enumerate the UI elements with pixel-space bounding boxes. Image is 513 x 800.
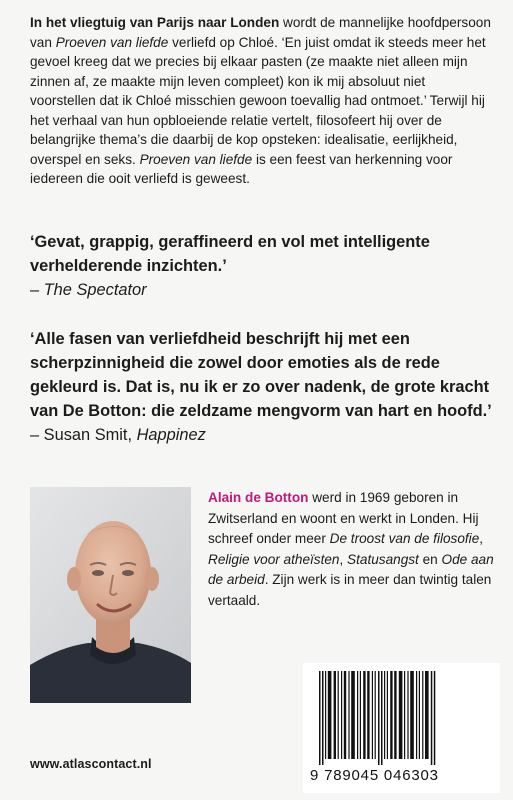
source-dash: –: [30, 426, 44, 444]
source-name: Susan Smit,: [43, 426, 137, 444]
blurb-book-title-1: Proeven van liefde: [55, 34, 169, 50]
blurb-text-2: verliefd op Chloé. ‘En juist omdat ik steeds meer het gevoel kreeg dat we precies bij elkaar pasten (ze maakte niet alleen mijn zinnen af, ze maakte mijn leven compleet) kon ik mij absoluut niet voorstellen dat ik Chloé misschien gewoon toevallig had ontmoet.’ Terwijl hij het verhaal van hun opbloeiende relatie vertelt, filosofeert hij over de belangrijke thema’s die daarbij de kop opsteken: idealisatie, eerlijkheid, overspel en seks.: [30, 34, 486, 167]
barcode-bar: [434, 671, 436, 765]
barcode-bar: [407, 671, 408, 759]
blurb-lead: In het vliegtuig van Parijs naar Londen: [30, 15, 280, 30]
bio-book-3: Statusangst: [347, 551, 419, 567]
source-publication: Happinez: [136, 426, 206, 444]
barcode-bar: [419, 671, 420, 759]
bio-book-1: De troost van de filosofie: [329, 531, 480, 546]
barcode-bar: [404, 671, 405, 759]
source-dash: –: [30, 281, 44, 299]
barcode-bar: [357, 671, 358, 759]
isbn-digits: 9 789045 046303: [310, 767, 439, 784]
barcode-bar: [322, 671, 324, 765]
bio-separator: ,: [479, 531, 484, 546]
back-cover-blurb: [30, 13, 492, 189]
barcode-bar: [328, 671, 332, 759]
author-bio: [208, 488, 498, 611]
barcode-bar: [351, 671, 355, 759]
barcode-bars: [317, 671, 487, 765]
barcode-bar: [431, 671, 433, 765]
source-publication: The Spectator: [43, 281, 147, 299]
barcode-bar: [348, 671, 349, 759]
bio-separator: ,: [339, 551, 348, 567]
review-quote-source: [30, 278, 500, 302]
bio-separator: en: [418, 551, 442, 567]
barcode-bar: [381, 671, 383, 765]
blurb-text-3: is een feest van herkenning voor iedereen die ooit verliefd is geweest.: [30, 151, 453, 186]
barcode-bar: [338, 671, 339, 759]
author-photo: [30, 487, 191, 703]
review-quote-spectator: [30, 230, 500, 302]
barcode-bar: [390, 671, 392, 759]
barcode-bar: [363, 671, 365, 759]
review-quote-source: [30, 423, 500, 447]
barcode-bar: [375, 671, 376, 759]
barcode-bar: [319, 671, 321, 765]
barcode-bar: [399, 671, 403, 759]
barcode-bar: [325, 671, 326, 759]
barcode-bar: [378, 671, 380, 765]
barcode-bar: [422, 671, 423, 759]
review-quote-text: ‘Gevat, grappig, geraffineerd en vol met intelligente verhelderende inzichten.’: [30, 233, 430, 275]
barcode-bar: [425, 671, 429, 759]
barcode-bar: [341, 671, 342, 759]
isbn-barcode: [303, 663, 500, 793]
barcode-bar: [394, 671, 396, 759]
barcode-bar: [387, 671, 388, 759]
bio-book-2: Religie voor atheïsten: [208, 551, 340, 567]
barcode-bar: [360, 671, 361, 759]
bio-book-4: Ode aan de arbeid: [208, 551, 494, 587]
blurb-book-title-2: Proeven van liefde: [139, 151, 253, 167]
barcode-bar: [334, 671, 336, 759]
barcode-bar: [410, 671, 414, 759]
barcode-bar: [367, 671, 369, 759]
publisher-website: www.atlascontact.nl: [30, 757, 152, 771]
barcode-bar: [344, 671, 346, 759]
review-quote-text: ‘Alle fasen van verliefdheid beschrijft hij met een scherpzinnigheid die zowel door emoties als de rede gekleurd is. Dat is, nu ik er zo over nadenk, de grote kracht van De Botton: die zeldzame mengvorm van hart en hoofd.’: [30, 330, 492, 420]
bio-text-1: werd in 1969 geboren in Zwitserland en woont en werkt in Londen. Hij schreef onder meer: [208, 490, 479, 546]
barcode-bar: [372, 671, 373, 759]
blurb-text-1: wordt de mannelijke hoofdpersoon van: [30, 15, 491, 50]
barcode-bar: [384, 671, 385, 759]
bio-text-2: . Zijn werk is in meer dan twintig talen vertaald.: [208, 572, 492, 608]
author-portrait-illustration: [30, 487, 191, 703]
author-name: Alain de Botton: [208, 490, 309, 505]
review-quote-happinez: [30, 327, 500, 447]
barcode-bar: [416, 671, 417, 759]
